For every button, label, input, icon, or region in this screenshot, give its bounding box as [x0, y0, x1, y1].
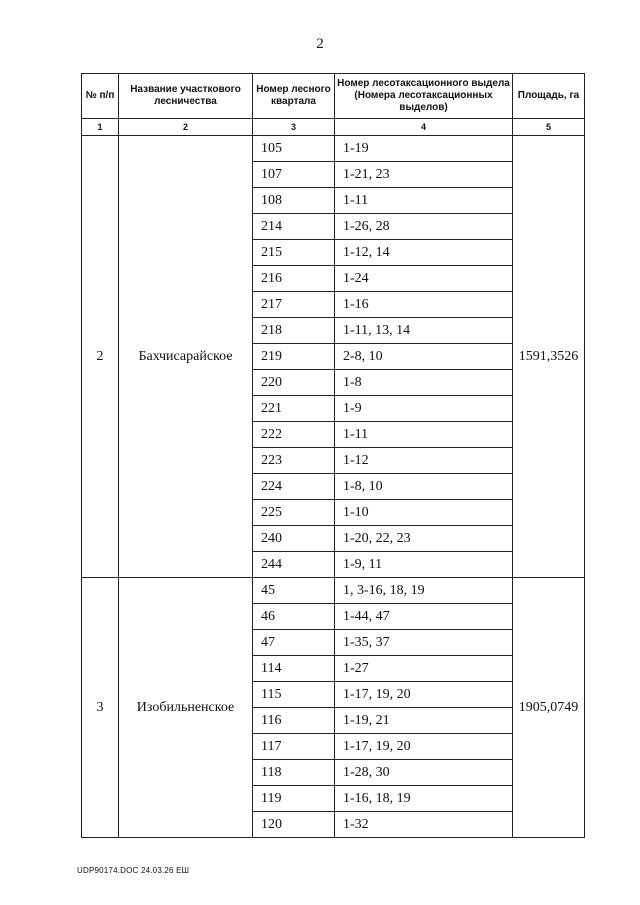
header-kvartal: Номер лесного квартала [253, 74, 335, 119]
area-value: 1905,0749 [513, 578, 585, 838]
kvartal-number: 108 [253, 188, 335, 214]
kvartal-number: 240 [253, 526, 335, 552]
kvartal-number: 116 [253, 708, 335, 734]
vydel-numbers: 1-12 [335, 448, 513, 474]
vydel-numbers: 1-44, 47 [335, 604, 513, 630]
forestry-name: Изобильненское [119, 578, 253, 838]
column-number: 2 [119, 119, 253, 136]
vydel-numbers: 1-21, 23 [335, 162, 513, 188]
kvartal-number: 105 [253, 136, 335, 162]
column-number-row [82, 119, 585, 136]
vydel-numbers: 1-12, 14 [335, 240, 513, 266]
kvartal-number: 45 [253, 578, 335, 604]
forest-table [81, 73, 585, 838]
vydel-numbers: 1-9 [335, 396, 513, 422]
table-row [82, 136, 585, 162]
kvartal-number: 117 [253, 734, 335, 760]
area-value: 1591,3526 [513, 136, 585, 578]
kvartal-number: 220 [253, 370, 335, 396]
group-number: 2 [82, 136, 119, 578]
group-number: 3 [82, 578, 119, 838]
table-row [82, 578, 585, 604]
vydel-numbers: 1-10 [335, 500, 513, 526]
vydel-numbers: 1-17, 19, 20 [335, 682, 513, 708]
vydel-numbers: 1-28, 30 [335, 760, 513, 786]
vydel-numbers: 1-35, 37 [335, 630, 513, 656]
vydel-numbers: 1-11 [335, 188, 513, 214]
header-num: № п/п [82, 74, 119, 119]
kvartal-number: 224 [253, 474, 335, 500]
kvartal-number: 225 [253, 500, 335, 526]
vydel-numbers: 1-11 [335, 422, 513, 448]
kvartal-number: 120 [253, 812, 335, 838]
kvartal-number: 244 [253, 552, 335, 578]
vydel-numbers: 1-19, 21 [335, 708, 513, 734]
vydel-numbers: 1, 3-16, 18, 19 [335, 578, 513, 604]
column-number: 5 [513, 119, 585, 136]
column-number: 1 [82, 119, 119, 136]
header-name: Название участкового лесничества [119, 74, 253, 119]
vydel-numbers: 1-27 [335, 656, 513, 682]
column-number: 3 [253, 119, 335, 136]
header-vydel: Номер лесотаксационного выдела (Номера лесотаксационных выделов) [335, 74, 513, 119]
vydel-numbers: 1-16, 18, 19 [335, 786, 513, 812]
kvartal-number: 114 [253, 656, 335, 682]
kvartal-number: 215 [253, 240, 335, 266]
header-area: Площадь, га [513, 74, 585, 119]
vydel-numbers: 1-11, 13, 14 [335, 318, 513, 344]
kvartal-number: 219 [253, 344, 335, 370]
vydel-numbers: 2-8, 10 [335, 344, 513, 370]
kvartal-number: 218 [253, 318, 335, 344]
kvartal-number: 119 [253, 786, 335, 812]
column-number: 4 [335, 119, 513, 136]
kvartal-number: 118 [253, 760, 335, 786]
vydel-numbers: 1-26, 28 [335, 214, 513, 240]
kvartal-number: 222 [253, 422, 335, 448]
kvartal-number: 223 [253, 448, 335, 474]
vydel-numbers: 1-17, 19, 20 [335, 734, 513, 760]
header-row [82, 74, 585, 119]
vydel-numbers: 1-20, 22, 23 [335, 526, 513, 552]
vydel-numbers: 1-9, 11 [335, 552, 513, 578]
kvartal-number: 214 [253, 214, 335, 240]
vydel-numbers: 1-16 [335, 292, 513, 318]
vydel-numbers: 1-24 [335, 266, 513, 292]
forestry-name: Бахчисарайское [119, 136, 253, 578]
kvartal-number: 46 [253, 604, 335, 630]
page-number: 2 [316, 36, 324, 52]
kvartal-number: 115 [253, 682, 335, 708]
kvartal-number: 221 [253, 396, 335, 422]
kvartal-number: 107 [253, 162, 335, 188]
vydel-numbers: 1-32 [335, 812, 513, 838]
vydel-numbers: 1-8 [335, 370, 513, 396]
vydel-numbers: 1-19 [335, 136, 513, 162]
kvartal-number: 47 [253, 630, 335, 656]
kvartal-number: 217 [253, 292, 335, 318]
vydel-numbers: 1-8, 10 [335, 474, 513, 500]
kvartal-number: 216 [253, 266, 335, 292]
table-body [82, 136, 585, 838]
footer-filename: UDP90174.DOC 24.03.26 ЕШ [77, 866, 190, 875]
